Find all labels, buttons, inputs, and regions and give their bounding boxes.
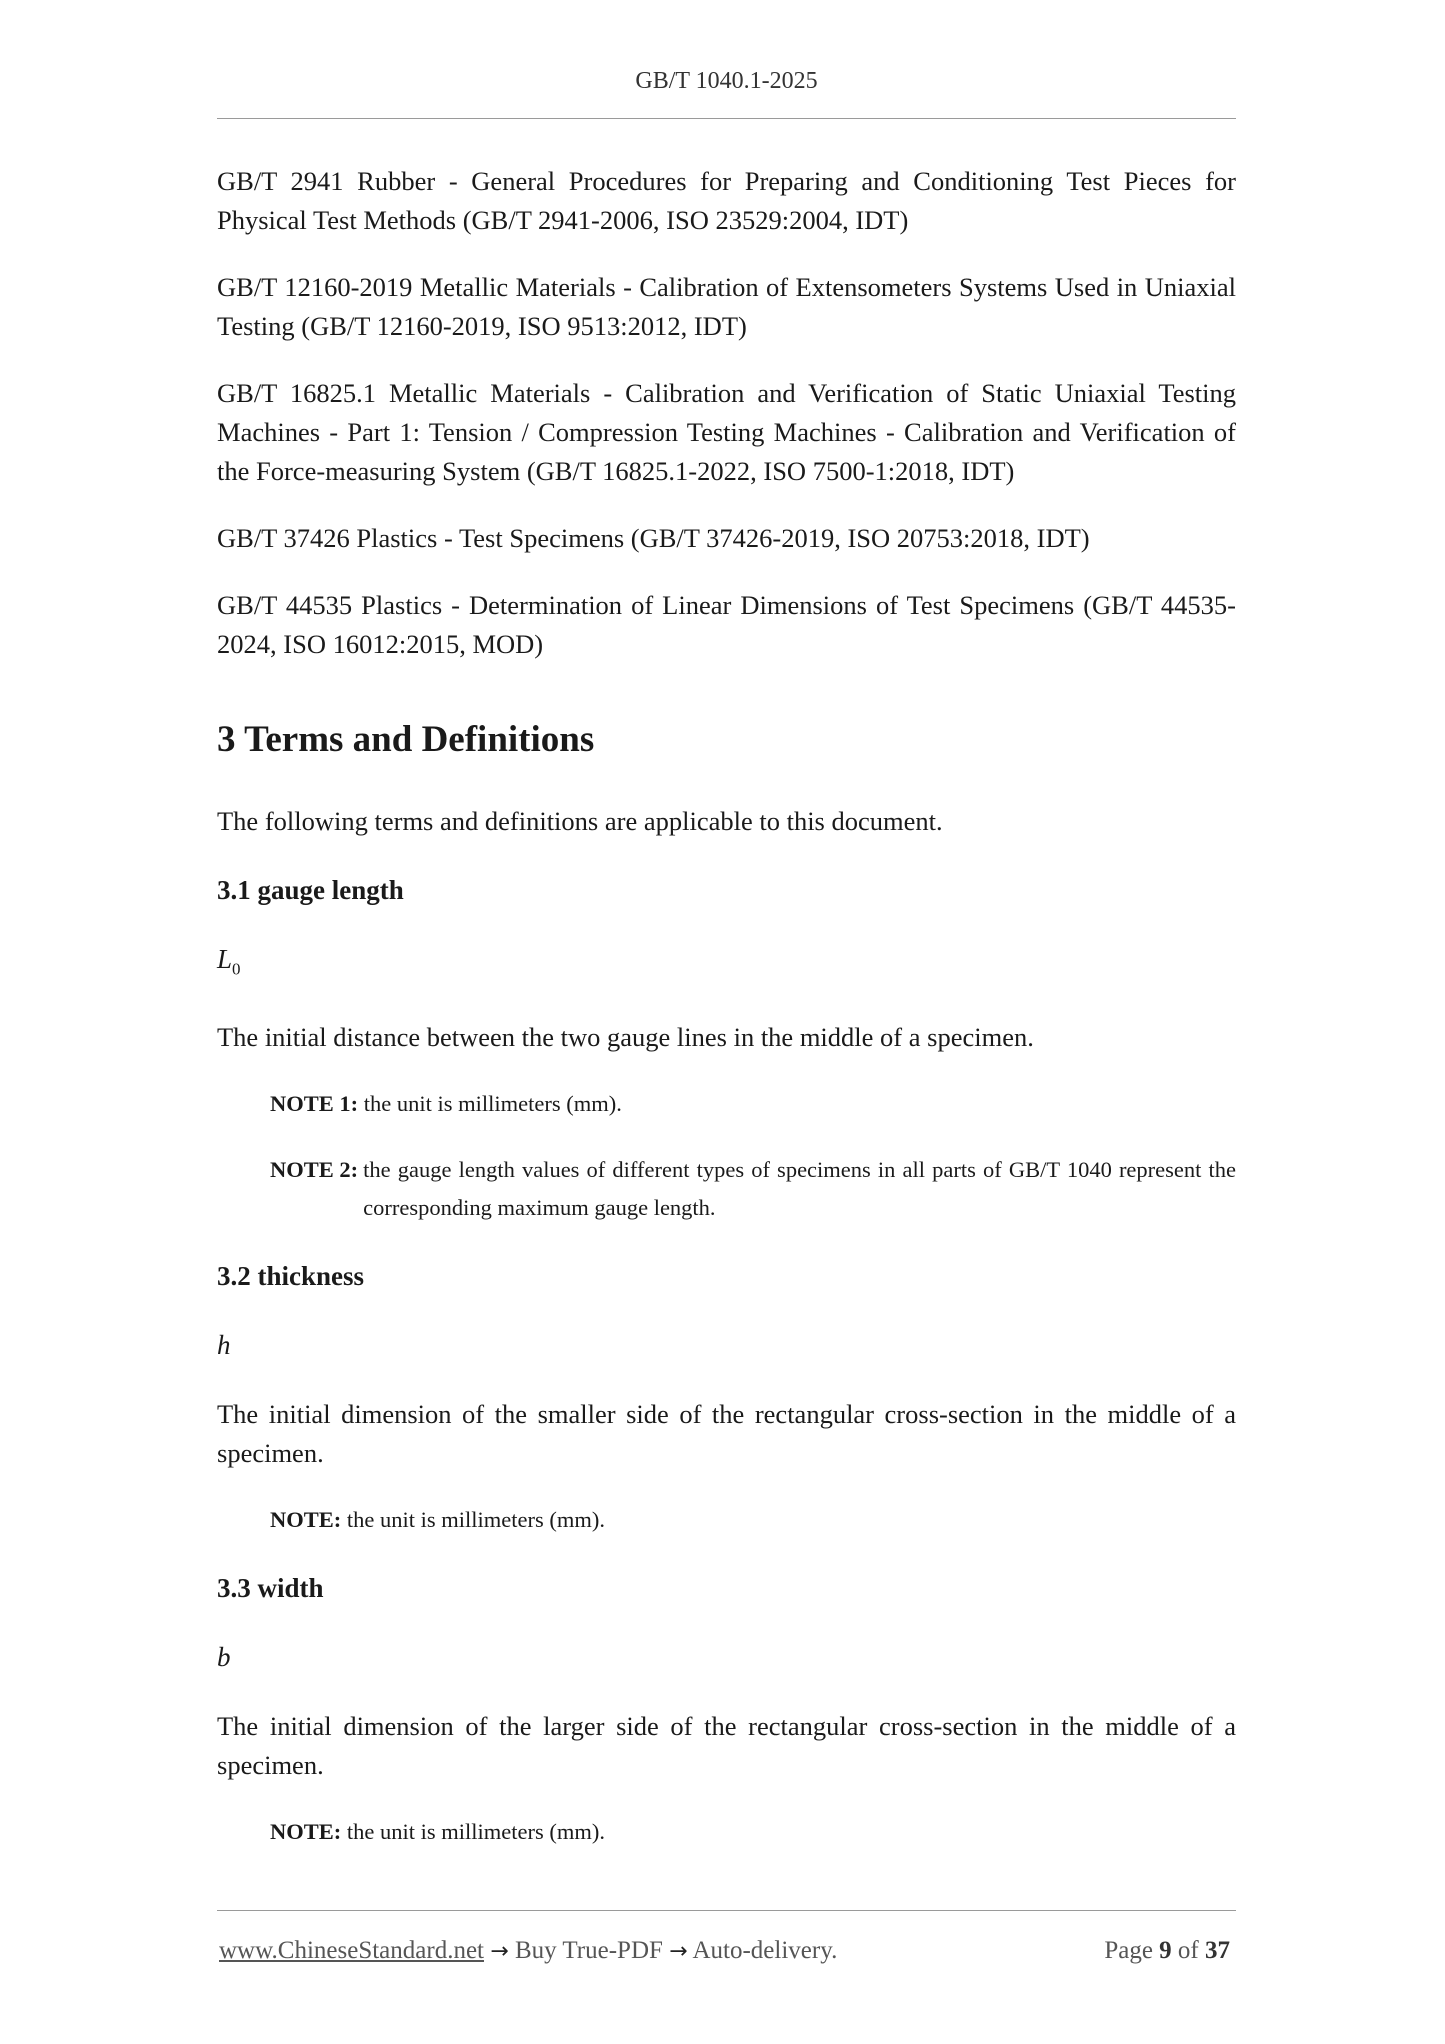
page-content <box>217 162 1236 1851</box>
term-symbol: b <box>217 1642 231 1673</box>
note-label: NOTE 1: <box>270 1091 359 1117</box>
total-pages: 37 <box>1205 1937 1230 1964</box>
term-note <box>270 1501 1236 1539</box>
auto-delivery-text: Auto-delivery. <box>692 1937 838 1964</box>
term-definition: The initial distance between the two gauge lines in the middle of a specimen. <box>217 1022 1034 1053</box>
term-note <box>270 1813 1236 1851</box>
term-definition: The initial dimension of the larger side of the rectangular cross-section in the middle of a specimen. <box>217 1711 1236 1781</box>
page-footer <box>217 1910 1236 1964</box>
current-page: 9 <box>1159 1937 1172 1964</box>
reference-item: GB/T 37426 Plastics - Test Specimens (GB/T 37426-2019, ISO 20753:2018, IDT) <box>217 523 1090 553</box>
note-text: the gauge length values of different types of specimens in all parts of GB/T 1040 represent the corresponding maximum gauge length. <box>363 1157 1236 1221</box>
term-symbol: $L_0$ <box>217 944 241 979</box>
term-note <box>270 1151 1236 1227</box>
page-number: Page 9 of 37 <box>1104 1937 1230 1964</box>
arrow-right-icon: → <box>669 1939 688 1964</box>
term-heading-thickness: 3.2 thickness <box>217 1261 365 1292</box>
note-label: NOTE: <box>270 1819 342 1845</box>
arrow-right-icon: → <box>490 1939 509 1964</box>
note-text: the unit is millimeters (mm). <box>346 1507 605 1533</box>
term-heading-gauge-length: 3.1 gauge length <box>217 875 404 905</box>
term-definition: The initial dimension of the smaller side of the rectangular cross-section in the middle of a specimen. <box>217 1399 1236 1469</box>
document-code: GB/T 1040.1-2025 <box>635 68 818 94</box>
reference-item: GB/T 16825.1 Metallic Materials - Calibration and Verification of Static Uniaxial Testing Machines - Part 1: Tension / Compression Testing Machines - Calibration and Verification of the Force-measuring System (GB/T 16825.1-2022, ISO 7500-1:2018, IDT) <box>217 378 1236 486</box>
note-label: NOTE: <box>270 1507 342 1533</box>
term-note <box>270 1085 1236 1123</box>
buy-pdf-text: Buy True-PDF <box>514 1937 663 1964</box>
footer-links <box>219 1937 837 1965</box>
reference-item: GB/T 12160-2019 Metallic Materials - Calibration of Extensometers Systems Used in Uniaxial Testing (GB/T 12160-2019, ISO 9513:2012, IDT) <box>217 272 1236 341</box>
note-text: the unit is millimeters (mm). <box>346 1819 605 1845</box>
site-link[interactable]: www.ChineseStandard.net <box>219 1937 484 1964</box>
reference-item: GB/T 2941 Rubber - General Procedures for Preparing and Conditioning Test Pieces for Physical Test Methods (GB/T 2941-2006, ISO 23529:2004, IDT) <box>217 166 1236 235</box>
reference-item: GB/T 44535 Plastics - Determination of Linear Dimensions of Test Specimens (GB/T 44535-2024, ISO 16012:2015, MOD) <box>217 590 1236 659</box>
term-symbol: h <box>217 1330 231 1361</box>
note-label: NOTE 2: <box>270 1157 359 1183</box>
term-heading-width: 3.3 width <box>217 1573 324 1604</box>
section-intro: The following terms and definitions are applicable to this document. <box>217 806 943 836</box>
section-heading: 3 Terms and Definitions <box>217 719 595 760</box>
note-text: the unit is millimeters (mm). <box>363 1091 622 1117</box>
page-header <box>217 62 1236 119</box>
